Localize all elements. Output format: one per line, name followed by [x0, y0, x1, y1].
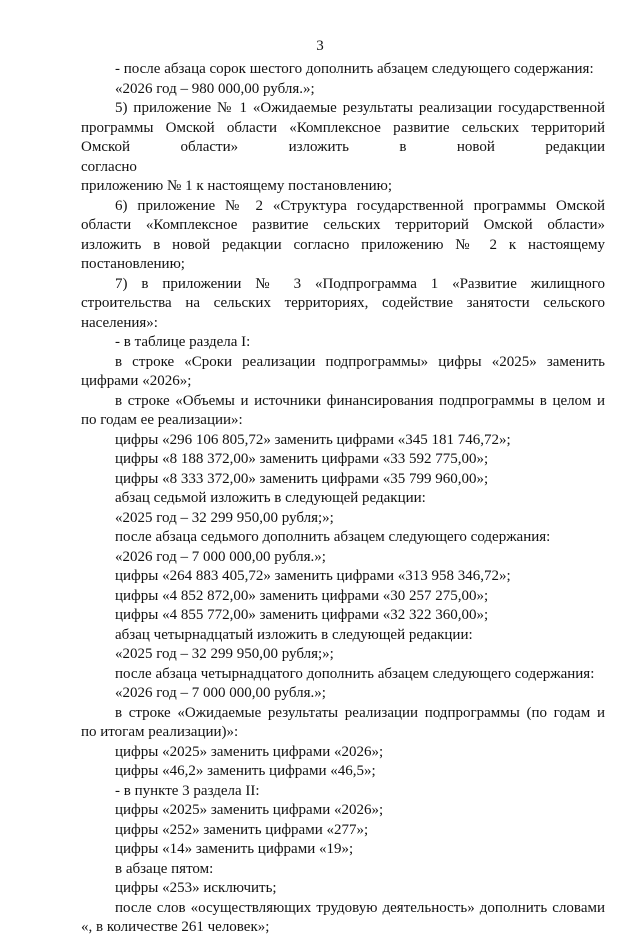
text-line: 7) в приложении № 3 «Подпрограмма 1 «Развитие жилищного [115, 275, 605, 292]
text-line: - в пункте 3 раздела II: [115, 782, 260, 799]
text-line: строительства на сельских территориях, содействие занятости сельского [81, 295, 605, 311]
text-line: «2025 год – 32 299 950,00 рубля;»; [115, 509, 334, 526]
text-line: по итогам реализации)»: [81, 724, 239, 740]
text-line: после абзаца четырнадцатого дополнить абзацем следующего содержания: [115, 665, 595, 682]
text-line: в строке «Объемы и источники финансирования подпрограммы в целом и [115, 392, 605, 409]
text-line: - в таблице раздела I: [115, 334, 251, 350]
text-line: постановлению; [81, 256, 185, 272]
text-line: изложить в новой редакции согласно приложению № 2 к настоящему [81, 236, 605, 253]
text-line: Омской области» изложить в новой редакции согласно [81, 139, 605, 175]
text-line: цифры «296 106 805,72» заменить цифрами «345 181 746,72»; [115, 431, 511, 448]
document-body [81, 60, 605, 938]
text-line: цифры «264 883 405,72» заменить цифрами «313 958 346,72»; [115, 568, 511, 584]
text-line: населения»: [81, 314, 158, 331]
text-line: «, в количестве 261 человек»; [81, 919, 270, 935]
text-line: абзац седьмой изложить в следующей редакции: [115, 490, 426, 506]
text-line: цифры «4 855 772,00» заменить цифрами «32 322 360,00»; [115, 607, 489, 623]
text-line: цифры «253» исключить; [115, 880, 277, 896]
text-line: в абзаце пятом: [115, 860, 214, 877]
text-line: «2026 год – 7 000 000,00 рубля.»; [115, 685, 326, 701]
text-line: «2026 год – 7 000 000,00 рубля.»; [115, 548, 326, 565]
text-line: 6) приложение № 2 «Структура государственной программы Омской [115, 197, 605, 214]
text-line: цифры «2025» заменить цифрами «2026»; [115, 743, 384, 760]
text-line: цифры «46,2» заменить цифрами «46,5»; [115, 763, 376, 779]
text-line: «2026 год – 980 000,00 рубля.»; [115, 80, 315, 97]
text-line: 5) приложение № 1 «Ожидаемые результаты реализации государственной [115, 100, 605, 116]
text-line: цифры «2025» заменить цифрами «2026»; [115, 802, 384, 818]
text-line: цифрами «2026»; [81, 373, 192, 389]
text-line: программы Омской области «Комплексное развитие сельских территорий [81, 119, 605, 136]
text-line: в строке «Ожидаемые результаты реализации подпрограммы (по годам и [115, 704, 605, 721]
text-line: «2025 год – 32 299 950,00 рубля;»; [115, 646, 334, 662]
text-line: после абзаца седьмого дополнить абзацем следующего содержания: [115, 529, 551, 545]
text-line: цифры «4 852 872,00» заменить цифрами «30 257 275,00»; [115, 587, 489, 604]
text-line: цифры «252» заменить цифрами «277»; [115, 821, 369, 838]
text-line: в строке «Сроки реализации подпрограммы» цифры «2025» заменить [115, 353, 605, 370]
text-line: по годам ее реализации»: [81, 412, 243, 428]
text-line: цифры «14» заменить цифрами «19»; [115, 841, 354, 857]
page-number: 3 [316, 38, 324, 54]
text-line: абзац четырнадцатый изложить в следующей редакции: [115, 626, 473, 643]
text-line: после слов «осуществляющих трудовую деятельность» дополнить словами [115, 899, 605, 916]
text-line: цифры «8 333 372,00» заменить цифрами «35 799 960,00»; [115, 470, 489, 487]
text-line: цифры «8 188 372,00» заменить цифрами «33 592 775,00»; [115, 451, 489, 467]
text-line: - после абзаца сорок шестого дополнить абзацем следующего содержания: [115, 61, 594, 77]
text-line: области «Комплексное развитие сельских территорий Омской области» [81, 217, 605, 233]
text-line: приложению № 1 к настоящему постановлению; [81, 178, 393, 194]
